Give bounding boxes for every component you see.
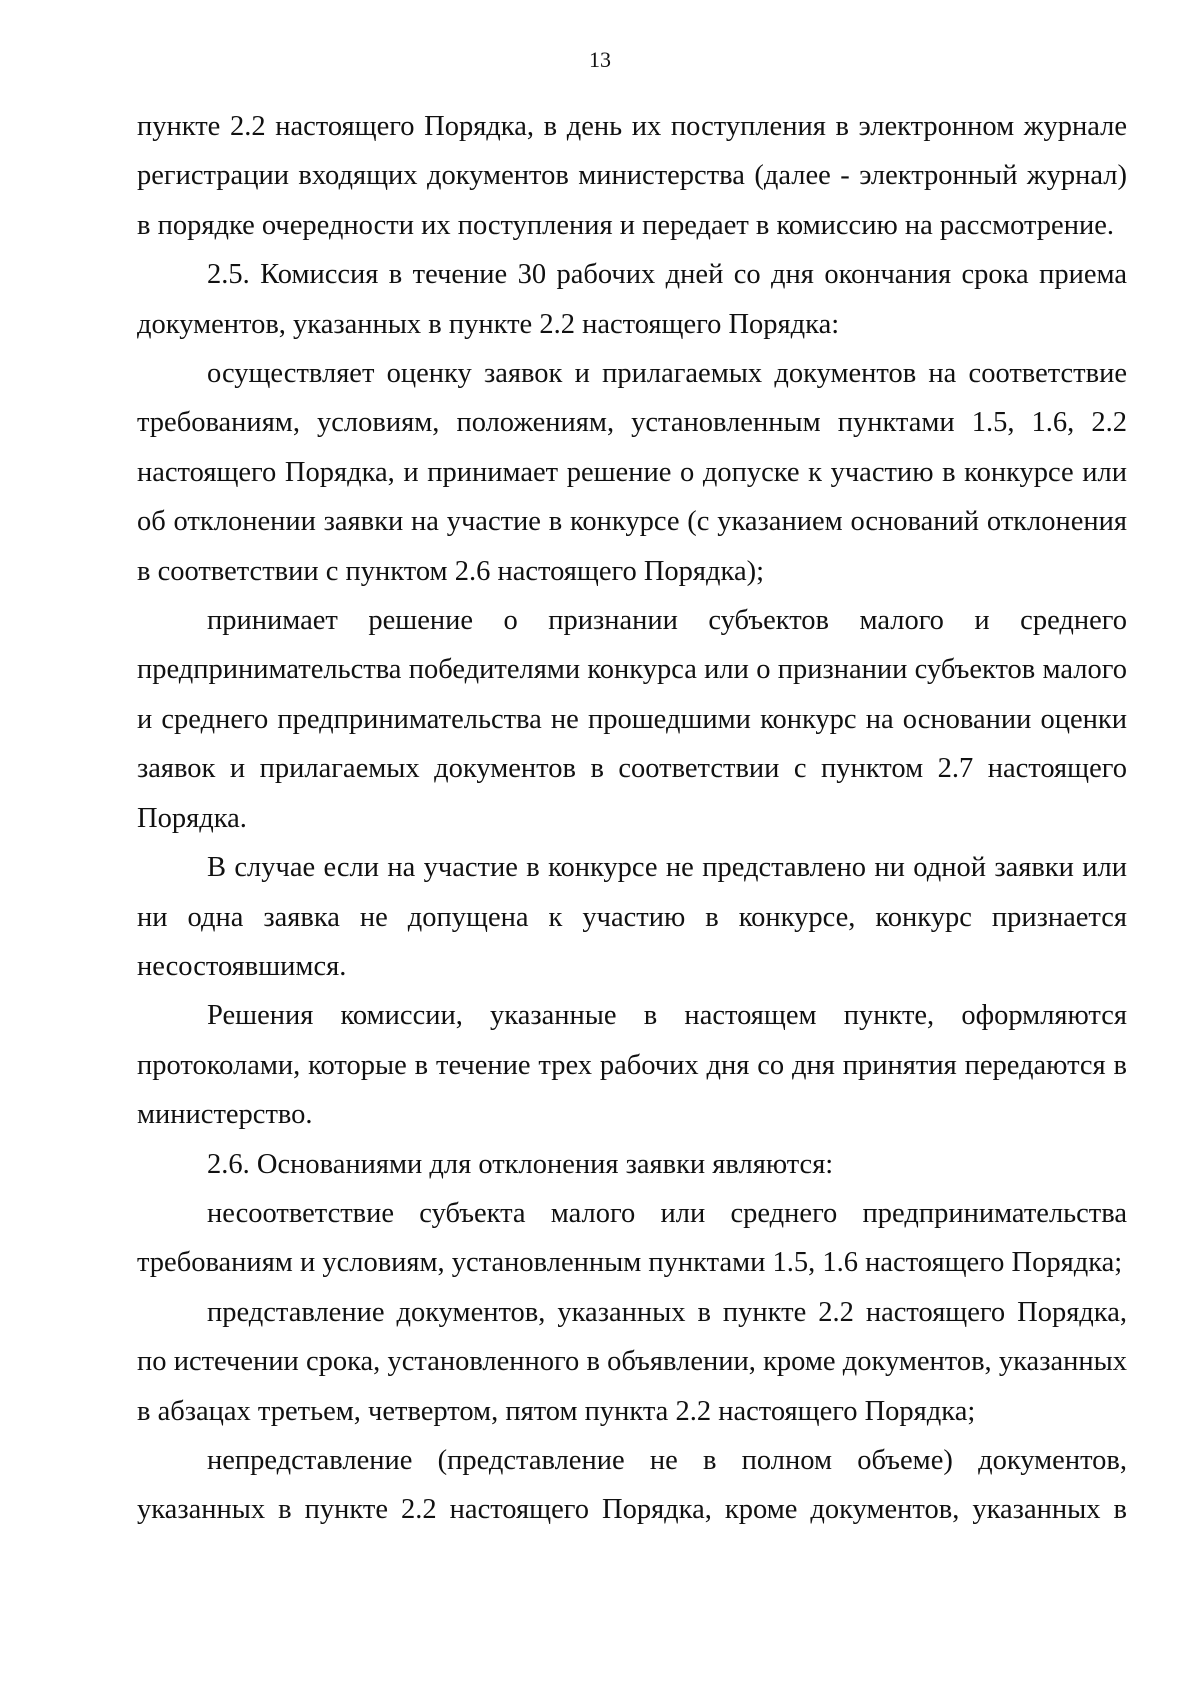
paragraph-commission-decisions: Решения комиссии, указанные в настоящем пункте, оформляются протоколами, которые в течение трех рабочих дня со дня принятия передаются в министерство. (137, 1000, 1127, 1131)
paragraph-contest-failed: В случае если на участие в конкурсе не представлено ни одной заявки или ни одна заявка не допущена к участию в конкурсе, конкурс признается несостоявшимся. (137, 852, 1127, 982)
paragraph-decides-winners: принимает решение о признании субъектов малого и среднего предпринимательства победителями конкурса или о признании субъектов малого и среднего предпринимательства не прошедшими конкурс на основании оценки заявок и прилагаемых документов в соответствии с пунктом 2.7 настоящего Порядка. (137, 605, 1127, 834)
page-number: 13 (589, 47, 611, 72)
paragraph-2-6-rejection-grounds: 2.6. Основаниями для отклонения заявки являются: (207, 1148, 834, 1180)
document-body (137, 102, 1127, 1535)
paragraph-late-submission: представление документов, указанных в пункте 2.2 настоящего Порядка, по истечении срока, установленного в объявлении, кроме документов, указанных в абзацах третьем, четвертом, пятом пункта 2.2 настоящего Порядка; (137, 1296, 1127, 1427)
paragraph-evaluates-applications: осуществляет оценку заявок и прилагаемых документов на соответствие требованиям, условиям, положениям, установленным пунктами 1.5, 1.6, 2.2 настоящего Порядка, и принимает решение о допуске к участию в конкурсе или об отклонении заявки на участие в конкурсе (с указанием оснований отклонения в соответствии с пунктом 2.6 настоящего Порядка); (137, 358, 1127, 587)
paragraph-incomplete-documents: непредставление (представление не в полном объеме) документов, указанных в пункте 2.2 настоящего Порядка, кроме документов, указанных в (137, 1444, 1127, 1526)
paragraph-2-5-commission: 2.5. Комиссия в течение 30 рабочих дней со дня окончания срока приема документов, указанных в пункте 2.2 настоящего Порядка: (137, 259, 1127, 340)
paragraph-continuation: пункте 2.2 настоящего Порядка, в день их поступления в электронном журнале регистрации входящих документов министерства (далее - электронный журнал) в порядке очередности их поступления и передает в комиссию на рассмотрение. (137, 111, 1127, 241)
paragraph-noncompliance: несоответствие субъекта малого или среднего предпринимательства требованиям и условиям, установленным пунктами 1.5, 1.6 настоящего Порядка; (137, 1197, 1127, 1279)
